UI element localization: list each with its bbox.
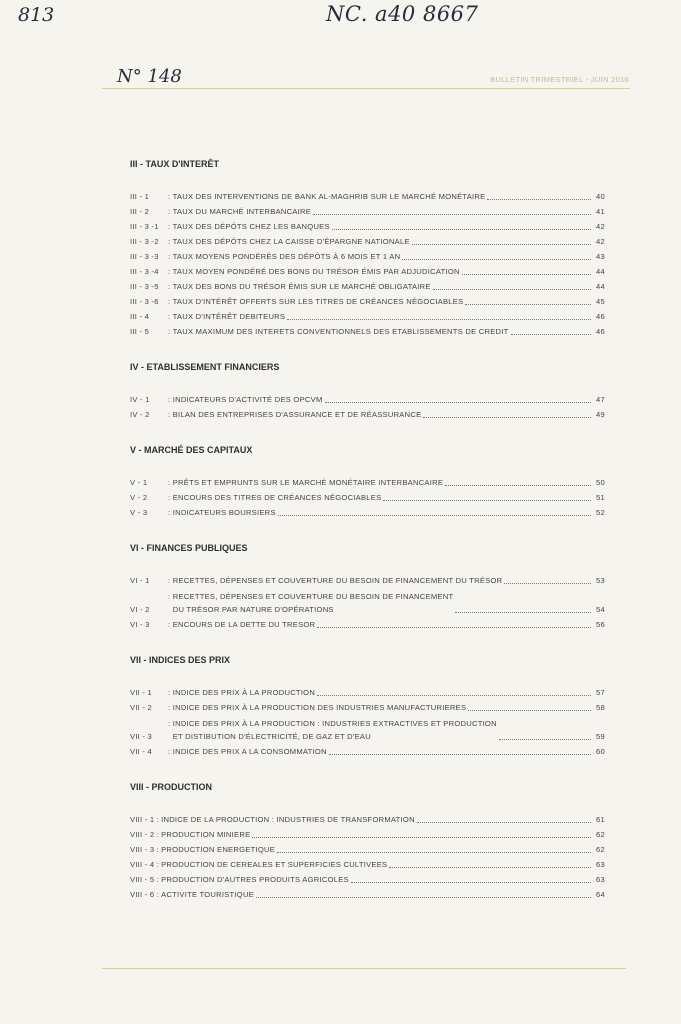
toc-section <box>130 653 605 758</box>
handwritten-corner-number: 813 <box>18 4 55 26</box>
toc-entry <box>130 572 605 587</box>
dotted-leader <box>462 274 591 275</box>
entry-title-wrap <box>168 295 593 308</box>
toc-entry <box>130 218 605 233</box>
entry-title-wrap <box>161 888 593 901</box>
toc-section <box>130 443 605 519</box>
dotted-leader <box>412 244 591 245</box>
entry-title: : ENCOURS DE LA DETTE DU TRESOR <box>168 620 316 629</box>
entry-title-wrap <box>168 205 593 218</box>
toc-entry <box>130 278 605 293</box>
dotted-leader <box>329 754 591 755</box>
dotted-leader <box>511 334 591 335</box>
entry-title: : INDICE DES PRIX À LA PRODUCTION DES INDUSTRIES MANUFACTURIERES <box>168 703 467 712</box>
entry-page-number: 60 <box>596 747 605 756</box>
dotted-leader <box>287 319 591 320</box>
entry-title-wrap <box>168 506 593 519</box>
dotted-leader <box>465 304 591 305</box>
entry-title-wrap <box>168 310 593 323</box>
entry-code: VII - 4 <box>130 747 153 756</box>
entry-page-number: 42 <box>596 237 605 246</box>
entry-page-number: 42 <box>596 222 605 231</box>
toc-entry <box>130 293 605 308</box>
entry-code: VIII - 5 : <box>130 875 160 884</box>
dotted-leader <box>313 214 591 215</box>
entry-title: : TAUX DES DÉPÔTS CHEZ LA CAISSE D'ÉPARGNE NATIONALE <box>168 237 410 246</box>
dotted-leader <box>455 612 591 613</box>
entry-code: IV - 2 <box>130 410 150 419</box>
dotted-leader <box>402 259 591 260</box>
section-heading: III - TAUX D'INTERÊT <box>130 159 219 169</box>
entry-title-wrap <box>161 828 593 841</box>
dotted-leader <box>256 897 591 898</box>
entry-code: VII - 1 <box>130 688 153 697</box>
entry-title: : INDICE DES PRIX À LA PRODUCTION <box>168 688 316 697</box>
entry-page-number: 52 <box>596 508 605 517</box>
entry-title: : TAUX DES BONS DU TRÉSOR ÉMIS SUR LE MARCHÉ OBLIGATAIRE <box>168 282 431 291</box>
entry-title-wrap <box>161 873 593 886</box>
entry-title: : TAUX D'INTÉRÊT DEBITEURS <box>168 312 286 321</box>
entry-code: III - 3 -5 <box>130 282 159 291</box>
entry-title: : TAUX MAXIMUM DES INTERETS CONVENTIONNELS DES ETABLISSEMENTS DE CREDIT <box>168 327 509 336</box>
entry-title-wrap <box>168 717 593 743</box>
toc-entry <box>130 699 605 714</box>
dotted-leader <box>317 695 591 696</box>
entry-page-number: 61 <box>596 815 605 824</box>
entry-code: III - 3 -4 <box>130 267 159 276</box>
dotted-leader <box>423 417 591 418</box>
entry-title: : TAUX DU MARCHÉ INTERBANCAIRE <box>168 207 312 216</box>
toc-section <box>130 157 605 338</box>
table-of-contents <box>130 157 605 901</box>
entry-page-number: 62 <box>596 845 605 854</box>
entry-title: PRODUCTION ENERGETIQUE <box>161 845 276 854</box>
dotted-leader <box>417 822 591 823</box>
bulletin-header-title: BULLETIN TRIMESTRIEL - JUIN 2016 <box>490 75 629 84</box>
toc-entry <box>130 871 605 886</box>
entry-code: III - 5 <box>130 327 150 336</box>
dotted-leader <box>487 199 591 200</box>
entry-code: III - 1 <box>130 192 150 201</box>
entry-title-wrap <box>161 858 593 871</box>
entry-page-number: 56 <box>596 620 605 629</box>
toc-entry <box>130 811 605 826</box>
section-heading: V - MARCHÉ DES CAPITAUX <box>130 445 253 455</box>
entry-title-wrap <box>161 843 593 856</box>
entry-title: PRODUCTION D'AUTRES PRODUITS AGRICOLES <box>161 875 349 884</box>
dotted-leader <box>433 289 591 290</box>
entry-page-number: 49 <box>596 410 605 419</box>
toc-entry <box>130 684 605 699</box>
entry-title: : TAUX DES DÉPÔTS CHEZ LES BANQUES <box>168 222 330 231</box>
section-heading: VI - FINANCES PUBLIQUES <box>130 543 248 553</box>
entry-code: III - 3 -6 <box>130 297 159 306</box>
entry-page-number: 46 <box>596 312 605 321</box>
toc-entry <box>130 504 605 519</box>
entry-title-wrap <box>168 476 593 489</box>
entry-code: VI - 1 <box>130 576 150 585</box>
entry-title-wrap <box>168 280 593 293</box>
entry-page-number: 62 <box>596 830 605 839</box>
entry-page-number: 43 <box>596 252 605 261</box>
handwritten-issue-number: N° 148 <box>117 66 182 87</box>
dotted-leader <box>351 882 591 883</box>
toc-entry <box>130 406 605 421</box>
toc-section <box>130 780 605 901</box>
toc-entry <box>130 826 605 841</box>
dotted-leader <box>317 627 591 628</box>
toc-entry <box>130 248 605 263</box>
entry-page-number: 57 <box>596 688 605 697</box>
toc-entry <box>130 263 605 278</box>
dotted-leader <box>389 867 591 868</box>
dotted-leader <box>325 402 591 403</box>
entry-page-number: 63 <box>596 860 605 869</box>
entry-code: VIII - 6 : <box>130 890 160 899</box>
header-divider <box>102 88 630 89</box>
entry-page-number: 58 <box>596 703 605 712</box>
entry-title-wrap <box>168 701 593 714</box>
dotted-leader <box>383 500 591 501</box>
entry-page-number: 64 <box>596 890 605 899</box>
entry-code: III - 3 -2 <box>130 237 159 246</box>
entry-code: III - 3 -1 <box>130 222 159 231</box>
entry-page-number: 50 <box>596 478 605 487</box>
toc-entry <box>130 856 605 871</box>
toc-section <box>130 541 605 631</box>
entry-title: : PRÊTS ET EMPRUNTS SUR LE MARCHÉ MONÉTAIRE INTERBANCAIRE <box>168 478 444 487</box>
entry-code: III - 2 <box>130 207 150 216</box>
entry-title-wrap <box>168 250 593 263</box>
toc-entry <box>130 474 605 489</box>
entry-code: VIII - 2 : <box>130 830 160 839</box>
handwritten-reference: NC. a40 8667 <box>326 2 479 26</box>
entry-title: : INDICE DES PRIX À LA PRODUCTION : INDUSTRIES EXTRACTIVES ET PRODUCTION ET DISTIBUTION D'ÉLECTRICITÉ, DE GAZ ET D'EAU <box>168 719 497 741</box>
toc-entry <box>130 616 605 631</box>
dotted-leader <box>445 485 591 486</box>
toc-entry <box>130 203 605 218</box>
entry-title-wrap <box>168 745 593 758</box>
dotted-leader <box>332 229 591 230</box>
entry-code: III - 3 -3 <box>130 252 159 261</box>
toc-entry <box>130 308 605 323</box>
entry-title: : TAUX MOYEN PONDÉRÉ DES BONS DU TRÉSOR ÉMIS PAR ADJUDICATION <box>168 267 460 276</box>
dotted-leader <box>504 583 591 584</box>
entry-title: : INDICE DES PRIX A LA CONSOMMATION <box>168 747 327 756</box>
entry-title: : RECETTES, DÉPENSES ET COUVERTURE DU BESOIN DE FINANCEMENT DU TRÉSOR PAR NATURE D'OPÉRATIONS <box>168 592 454 614</box>
toc-section <box>130 360 605 421</box>
entry-code: VIII - 3 : <box>130 845 160 854</box>
toc-entry <box>130 188 605 203</box>
entry-title: : INDICATEURS BOURSIERS <box>168 508 276 517</box>
dotted-leader <box>468 710 591 711</box>
entry-title: PRODUCTION MINIERE <box>161 830 251 839</box>
entry-title-wrap <box>161 813 593 826</box>
entry-page-number: 40 <box>596 192 605 201</box>
section-heading: VII - INDICES DES PRIX <box>130 655 231 665</box>
dotted-leader <box>499 739 591 740</box>
dotted-leader <box>252 837 591 838</box>
entry-title: ACTIVITE TOURISTIQUE <box>161 890 254 899</box>
entry-title: : TAUX MOYENS PONDÉRÉS DES DÉPÔTS À 6 MOIS ET 1 AN <box>168 252 401 261</box>
entry-code: VIII - 4 : <box>130 860 160 869</box>
entry-page-number: 41 <box>596 207 605 216</box>
entry-title-wrap <box>168 618 593 631</box>
toc-entry <box>130 743 605 758</box>
entry-code: VIII - 1 : <box>130 815 160 824</box>
dotted-leader <box>277 852 591 853</box>
entry-title-wrap <box>168 220 593 233</box>
toc-entry <box>130 391 605 406</box>
entry-code: V - 2 <box>130 493 148 502</box>
entry-page-number: 45 <box>596 297 605 306</box>
toc-entry <box>130 841 605 856</box>
entry-title: PRODUCTION DE CEREALES ET SUPERFICIES CULTIVEES <box>161 860 388 869</box>
entry-code: V - 1 <box>130 478 148 487</box>
entry-title-wrap <box>168 590 593 616</box>
section-heading: VIII - PRODUCTION <box>130 782 213 792</box>
entry-page-number: 53 <box>596 576 605 585</box>
section-heading: IV - ETABLISSEMENT FINANCIERS <box>130 362 280 372</box>
entry-page-number: 47 <box>596 395 605 404</box>
entry-page-number: 46 <box>596 327 605 336</box>
entry-title-wrap <box>168 491 593 504</box>
entry-title-wrap <box>168 393 593 406</box>
toc-entry <box>130 233 605 248</box>
entry-page-number: 54 <box>596 605 605 614</box>
entry-title-wrap <box>168 190 593 203</box>
entry-code: VII - 3 <box>130 732 153 741</box>
toc-entry <box>130 489 605 504</box>
entry-title: : TAUX D'INTÉRÊT OFFERTS SUR LES TITRES DE CRÉANCES NÉGOCIABLES <box>168 297 464 306</box>
footer-divider <box>102 968 626 969</box>
entry-page-number: 44 <box>596 282 605 291</box>
dotted-leader <box>278 515 591 516</box>
toc-entry <box>130 714 605 743</box>
entry-code: VI - 2 <box>130 605 150 614</box>
toc-entry <box>130 886 605 901</box>
entry-title: INDICE DE LA PRODUCTION : INDUSTRIES DE TRANSFORMATION <box>161 815 415 824</box>
entry-code: VI - 3 <box>130 620 150 629</box>
entry-page-number: 51 <box>596 493 605 502</box>
entry-title-wrap <box>168 265 593 278</box>
entry-code: V - 3 <box>130 508 148 517</box>
entry-title: : RECETTES, DÉPENSES ET COUVERTURE DU BESOIN DE FINANCEMENT DU TRÉSOR <box>168 576 503 585</box>
entry-title: : ENCOURS DES TITRES DE CRÉANCES NÉGOCIABLES <box>168 493 382 502</box>
entry-title-wrap <box>168 408 593 421</box>
entry-title: : BILAN DES ENTREPRISES D'ASSURANCE ET DE RÉASSURANCE <box>168 410 422 419</box>
entry-title-wrap <box>168 574 593 587</box>
entry-page-number: 63 <box>596 875 605 884</box>
toc-entry <box>130 587 605 616</box>
entry-title: : TAUX DES INTERVENTIONS DE BANK AL-MAGHRIB SUR LE MARCHÉ MONÉTAIRE <box>168 192 486 201</box>
entry-title: : INDICATEURS D'ACTIVITÉ DES OPCVM <box>168 395 323 404</box>
entry-title-wrap <box>168 325 593 338</box>
entry-code: III - 4 <box>130 312 150 321</box>
entry-title-wrap <box>168 235 593 248</box>
entry-code: VII - 2 <box>130 703 153 712</box>
entry-page-number: 59 <box>596 732 605 741</box>
toc-entry <box>130 323 605 338</box>
entry-page-number: 44 <box>596 267 605 276</box>
entry-title-wrap <box>168 686 593 699</box>
entry-code: IV - 1 <box>130 395 150 404</box>
